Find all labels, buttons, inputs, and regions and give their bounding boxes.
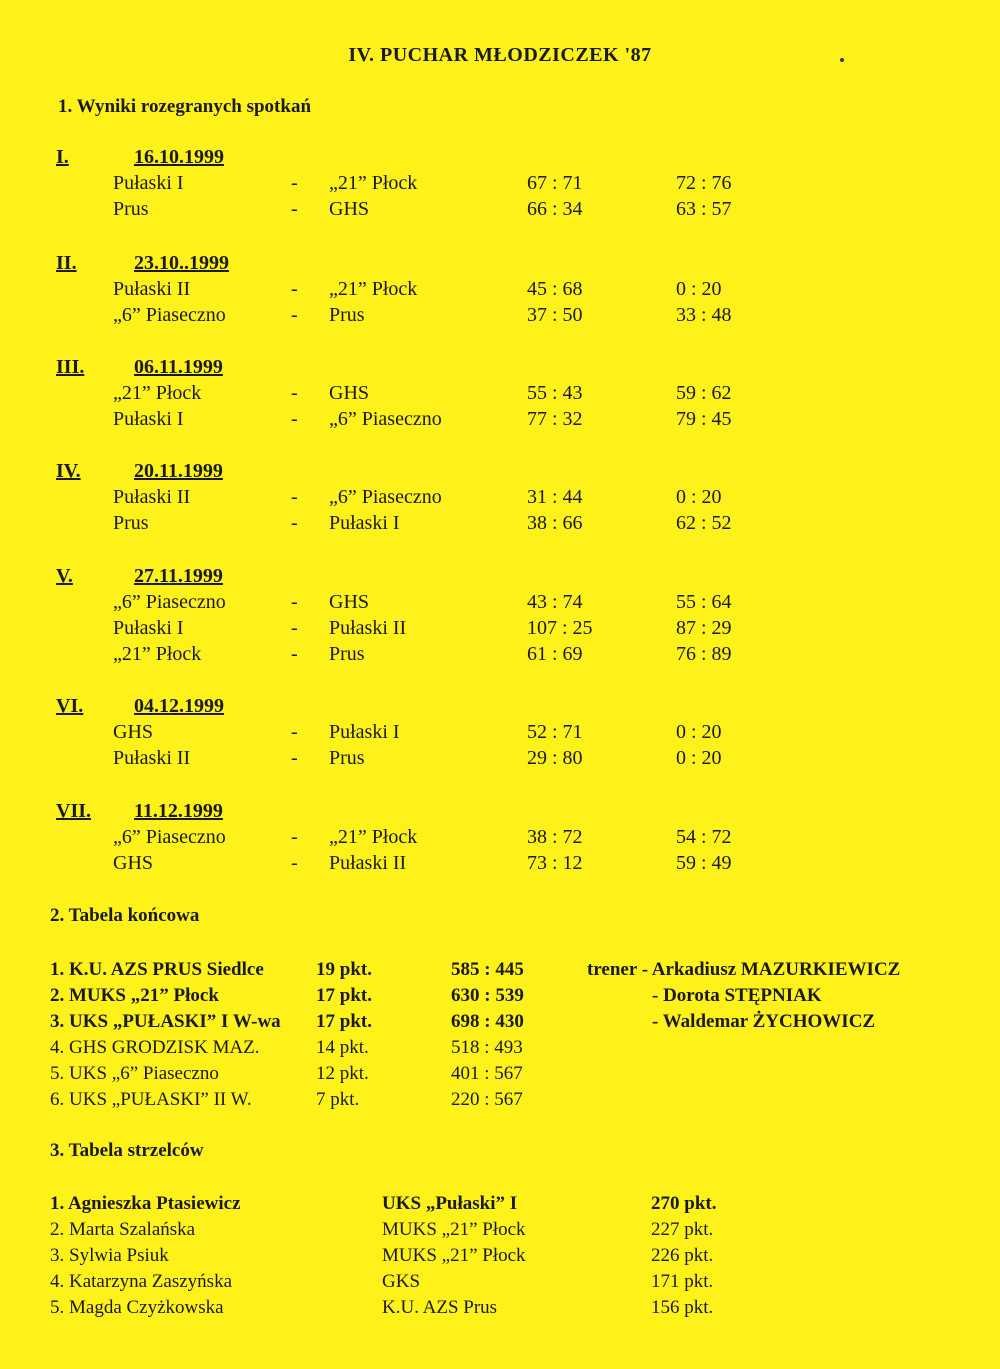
away-team: Pułaski II — [329, 852, 407, 874]
scorer-row — [0, 1245, 1000, 1271]
scorer-name: 4. Katarzyna Zaszyńska — [50, 1271, 233, 1292]
score-first: 45 : 68 — [527, 278, 583, 300]
team-points: 7 pkt. — [316, 1089, 360, 1110]
coach-line-1: trener - Arkadiusz MAZURKIEWICZ — [587, 959, 901, 980]
away-team: Prus — [329, 747, 365, 769]
home-team: Pułaski II — [113, 486, 191, 508]
score-second: 76 : 89 — [676, 643, 732, 665]
stray-mark — [840, 58, 844, 62]
section-heading-final-table: 2. Tabela końcowa — [50, 905, 200, 926]
home-team: Pułaski I — [113, 617, 184, 639]
match-row — [0, 408, 1000, 434]
separator: - — [291, 408, 298, 430]
round-date: 23.10..1999 — [134, 252, 229, 274]
score-first: 38 : 66 — [527, 512, 583, 534]
scorer-club: MUKS „21” Płock — [382, 1245, 526, 1266]
away-team: GHS — [329, 382, 370, 404]
score-second: 59 : 62 — [676, 382, 732, 404]
round-number: III. — [56, 356, 85, 378]
final-table-row — [0, 1037, 1000, 1063]
round-number: IV. — [56, 460, 81, 482]
scorer-points: 156 pkt. — [651, 1297, 714, 1318]
round-date: 11.12.1999 — [134, 800, 223, 822]
score-first: 29 : 80 — [527, 747, 583, 769]
score-first: 73 : 12 — [527, 852, 583, 874]
away-team: „21” Płock — [329, 172, 418, 194]
team-goals: 630 : 539 — [451, 985, 524, 1006]
final-table-row — [0, 985, 1000, 1011]
scorer-name: 2. Marta Szalańska — [50, 1219, 196, 1240]
score-second: 0 : 20 — [676, 721, 722, 743]
away-team: Pułaski II — [329, 617, 407, 639]
scorer-row — [0, 1271, 1000, 1297]
round-number: VI. — [56, 695, 84, 717]
away-team: „6” Piaseczno — [329, 486, 442, 508]
score-second: 0 : 20 — [676, 278, 722, 300]
match-row — [0, 512, 1000, 538]
home-team: Pułaski II — [113, 278, 191, 300]
scorer-club: UKS „Pułaski” I — [382, 1193, 518, 1214]
score-first: 37 : 50 — [527, 304, 583, 326]
document-title: IV. PUCHAR MŁODZICZEK '87 — [348, 44, 652, 66]
team-goals: 698 : 430 — [451, 1011, 524, 1032]
separator: - — [291, 747, 298, 769]
separator: - — [291, 198, 298, 220]
team-points: 17 pkt. — [316, 985, 372, 1006]
scorer-name: 5. Magda Czyżkowska — [50, 1297, 224, 1318]
home-team: „6” Piaseczno — [113, 826, 226, 848]
final-table-row — [0, 1089, 1000, 1115]
score-first: 77 : 32 — [527, 408, 583, 430]
score-second: 62 : 52 — [676, 512, 732, 534]
match-row — [0, 382, 1000, 408]
separator: - — [291, 643, 298, 665]
score-second: 0 : 20 — [676, 486, 722, 508]
score-first: 38 : 72 — [527, 826, 583, 848]
team-points: 19 pkt. — [316, 959, 372, 980]
team-points: 12 pkt. — [316, 1063, 369, 1084]
separator: - — [291, 617, 298, 639]
score-second: 33 : 48 — [676, 304, 732, 326]
team-goals: 585 : 445 — [451, 959, 524, 980]
scorer-points: 171 pkt. — [651, 1271, 714, 1292]
home-team: „6” Piaseczno — [113, 304, 226, 326]
round-number: I. — [56, 146, 69, 168]
score-second: 63 : 57 — [676, 198, 732, 220]
separator: - — [291, 304, 298, 326]
home-team: GHS — [113, 852, 154, 874]
match-row — [0, 304, 1000, 330]
score-first: 107 : 25 — [527, 617, 593, 639]
score-second: 59 : 49 — [676, 852, 732, 874]
away-team: Pułaski I — [329, 721, 400, 743]
home-team: Pułaski I — [113, 172, 184, 194]
match-row — [0, 172, 1000, 198]
team-goals: 220 : 567 — [451, 1089, 523, 1110]
final-table-row — [0, 1063, 1000, 1089]
score-first: 31 : 44 — [527, 486, 583, 508]
scorer-points: 227 pkt. — [651, 1219, 714, 1240]
team-name: 3. UKS „PUŁASKI” I W-wa — [50, 1011, 281, 1032]
separator: - — [291, 826, 298, 848]
home-team: GHS — [113, 721, 154, 743]
scorer-row — [0, 1297, 1000, 1323]
away-team: „21” Płock — [329, 826, 418, 848]
round-date: 06.11.1999 — [134, 356, 223, 378]
match-row — [0, 747, 1000, 773]
scorer-name: 1. Agnieszka Ptasiewicz — [50, 1193, 241, 1214]
separator: - — [291, 852, 298, 874]
home-team: Prus — [113, 512, 149, 534]
home-team: „21” Płock — [113, 382, 202, 404]
away-team: Prus — [329, 643, 365, 665]
score-first: 61 : 69 — [527, 643, 583, 665]
scorer-club: GKS — [382, 1271, 421, 1292]
coach-line-3: - Waldemar ŻYCHOWICZ — [652, 1011, 876, 1032]
scorer-name: 3. Sylwia Psiuk — [50, 1245, 169, 1266]
round-date: 04.12.1999 — [134, 695, 224, 717]
separator: - — [291, 591, 298, 613]
away-team: Prus — [329, 304, 365, 326]
home-team: Pułaski I — [113, 408, 184, 430]
score-second: 0 : 20 — [676, 747, 722, 769]
match-row — [0, 278, 1000, 304]
match-row — [0, 826, 1000, 852]
score-second: 72 : 76 — [676, 172, 732, 194]
team-name: 4. GHS GRODZISK MAZ. — [50, 1037, 260, 1058]
score-first: 43 : 74 — [527, 591, 583, 613]
section-heading-scorers: 3. Tabela strzelców — [50, 1140, 204, 1161]
score-second: 79 : 45 — [676, 408, 732, 430]
score-first: 67 : 71 — [527, 172, 583, 194]
match-row — [0, 591, 1000, 617]
score-second: 55 : 64 — [676, 591, 732, 613]
home-team: Prus — [113, 198, 149, 220]
separator: - — [291, 382, 298, 404]
score-first: 66 : 34 — [527, 198, 583, 220]
scorer-row — [0, 1219, 1000, 1245]
round-number: V. — [56, 565, 73, 587]
away-team: „6” Piaseczno — [329, 408, 442, 430]
away-team: „21” Płock — [329, 278, 418, 300]
team-goals: 518 : 493 — [451, 1037, 523, 1058]
match-row — [0, 852, 1000, 878]
coach-line-2: - Dorota STĘPNIAK — [652, 985, 822, 1006]
separator: - — [291, 486, 298, 508]
score-first: 55 : 43 — [527, 382, 583, 404]
match-row — [0, 643, 1000, 669]
home-team: „21” Płock — [113, 643, 202, 665]
home-team: Pułaski II — [113, 747, 191, 769]
match-row — [0, 198, 1000, 224]
round-number: II. — [56, 252, 77, 274]
away-team: GHS — [329, 198, 370, 220]
scorer-row — [0, 1193, 1000, 1219]
section-heading-results: 1. Wyniki rozegranych spotkań — [58, 96, 312, 117]
team-name: 2. MUKS „21” Płock — [50, 985, 219, 1006]
separator: - — [291, 721, 298, 743]
team-name: 5. UKS „6” Piaseczno — [50, 1063, 219, 1084]
home-team: „6” Piaseczno — [113, 591, 226, 613]
scorer-club: K.U. AZS Prus — [382, 1297, 498, 1318]
round-date: 16.10.1999 — [134, 146, 224, 168]
round-number: VII. — [56, 800, 92, 822]
round-date: 20.11.1999 — [134, 460, 223, 482]
match-row — [0, 721, 1000, 747]
scorer-points: 270 pkt. — [651, 1193, 717, 1214]
score-second: 87 : 29 — [676, 617, 732, 639]
match-row — [0, 486, 1000, 512]
away-team: GHS — [329, 591, 370, 613]
away-team: Pułaski I — [329, 512, 400, 534]
separator: - — [291, 172, 298, 194]
team-goals: 401 : 567 — [451, 1063, 523, 1084]
team-name: 6. UKS „PUŁASKI” II W. — [50, 1089, 252, 1110]
scorer-points: 226 pkt. — [651, 1245, 714, 1266]
round-date: 27.11.1999 — [134, 565, 223, 587]
score-first: 52 : 71 — [527, 721, 583, 743]
separator: - — [291, 278, 298, 300]
team-points: 14 pkt. — [316, 1037, 369, 1058]
scorer-club: MUKS „21” Płock — [382, 1219, 526, 1240]
score-second: 54 : 72 — [676, 826, 732, 848]
match-row — [0, 617, 1000, 643]
separator: - — [291, 512, 298, 534]
team-name: 1. K.U. AZS PRUS Siedlce — [50, 959, 264, 980]
team-points: 17 pkt. — [316, 1011, 372, 1032]
